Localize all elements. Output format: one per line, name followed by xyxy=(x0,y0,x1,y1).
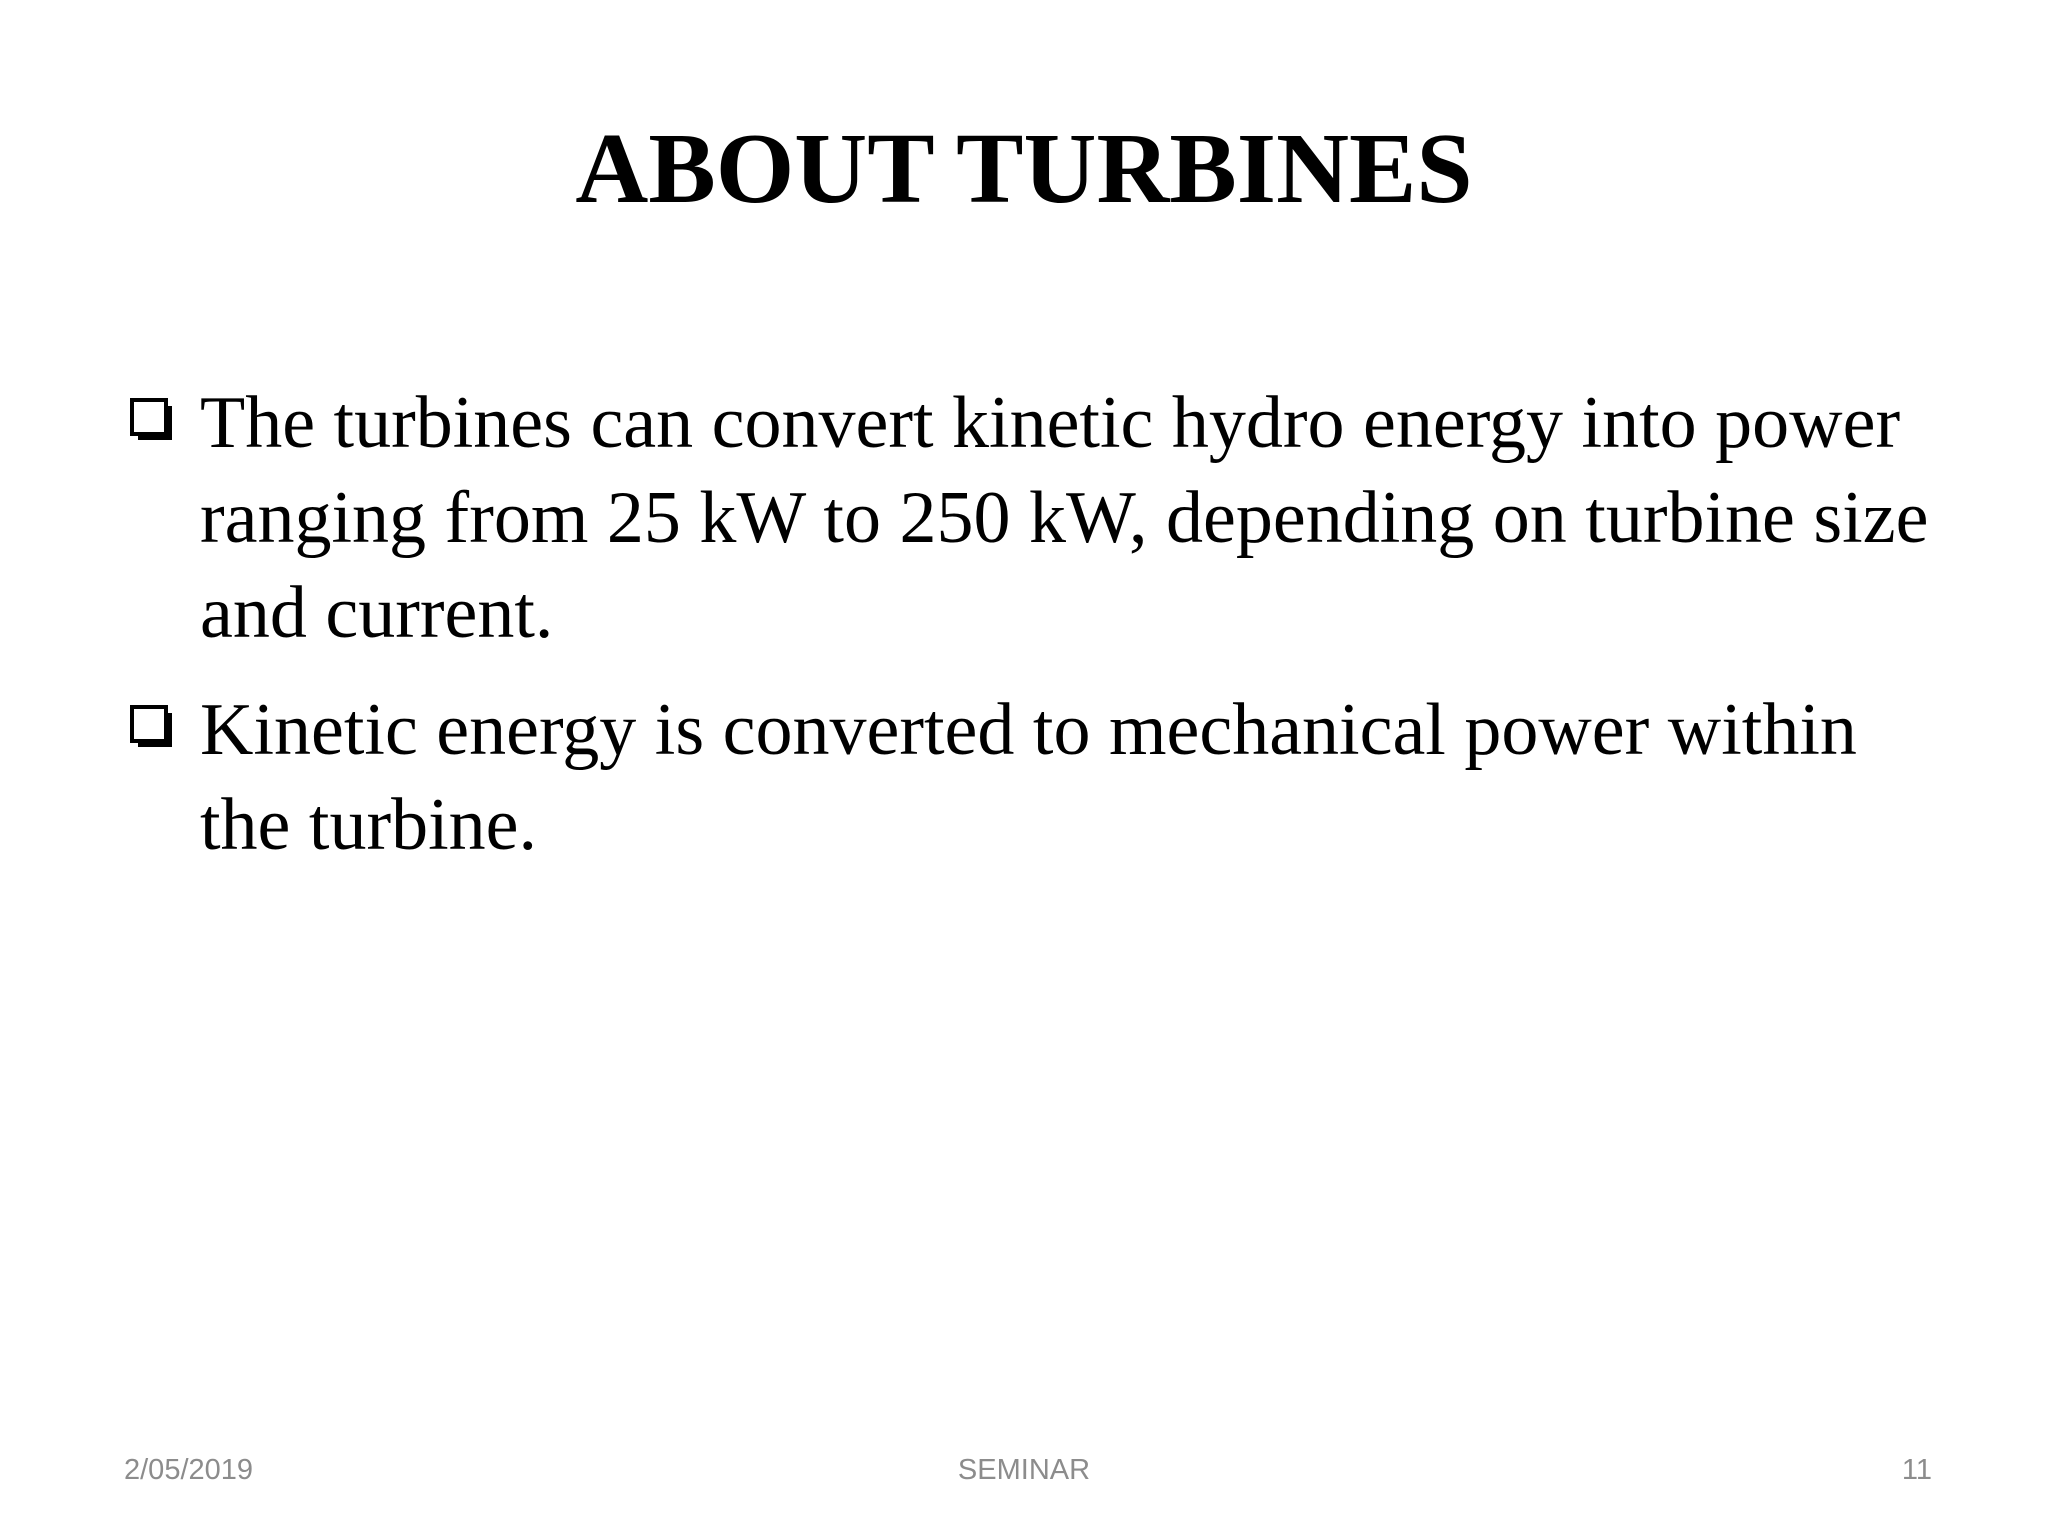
bullet-item xyxy=(128,376,1948,661)
bullet-text: Kinetic energy is converted to mechanical power within the turbine. xyxy=(200,689,1857,866)
slide-title: ABOUT TURBINES xyxy=(575,112,1473,224)
hollow-square-bullet-icon xyxy=(130,398,174,442)
bullet-item xyxy=(128,683,1948,873)
bullet-list xyxy=(128,376,1948,895)
hollow-square-bullet-icon xyxy=(130,705,174,749)
page-number: 11 xyxy=(1901,1454,1932,1486)
footer-title: SEMINAR xyxy=(957,1454,1091,1486)
bullet-text: The turbines can convert kinetic hydro energy into power ranging from 25 kW to 250 kW, depending on turbine size and current. xyxy=(200,382,1929,654)
footer-date: 2/05/2019 xyxy=(124,1454,254,1486)
